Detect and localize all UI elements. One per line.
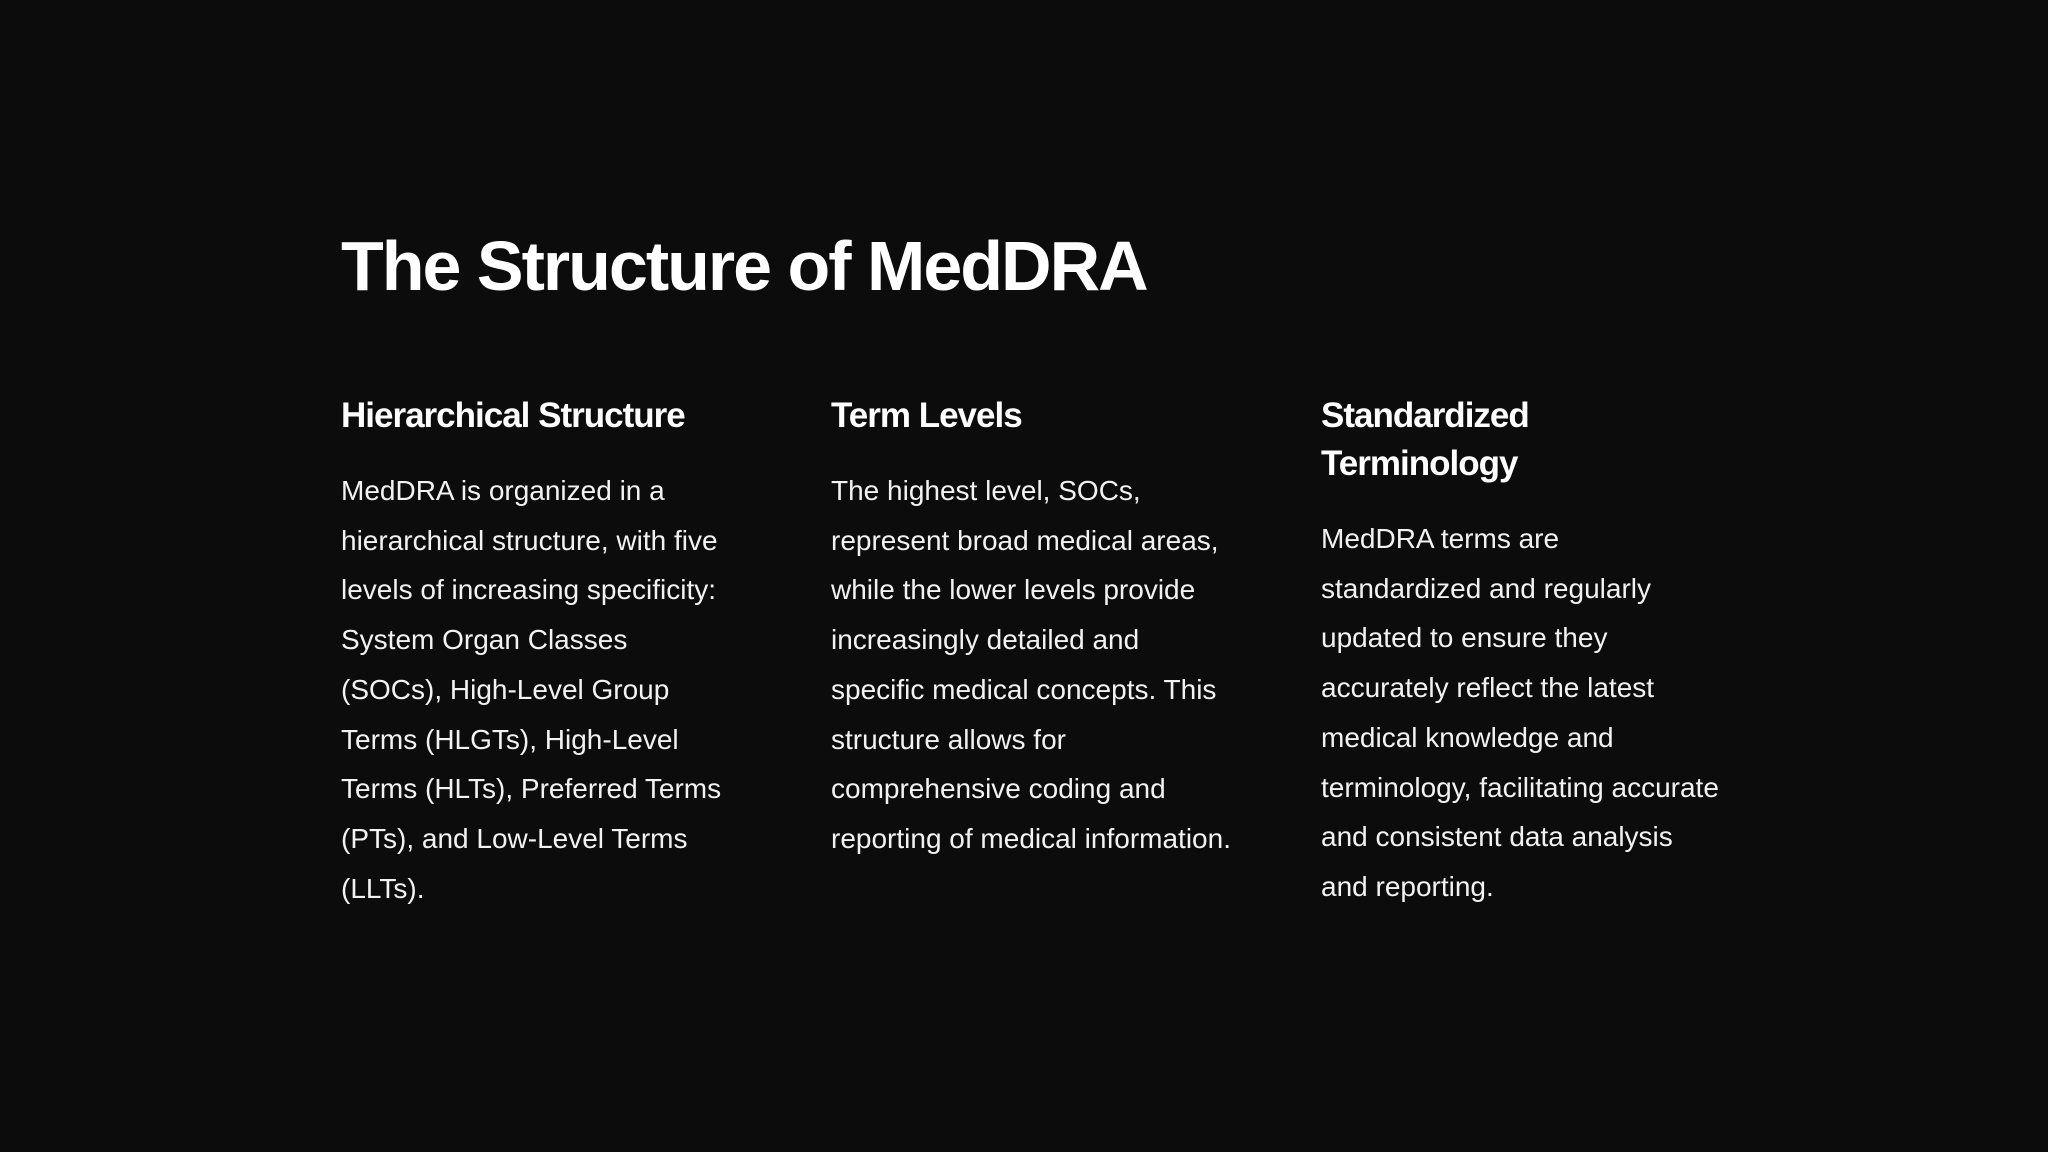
column-body: The highest level, SOCs, represent broad medical areas, while the lower levels provide increasingly detailed and specific medical concepts. This structure allows for comprehensive coding and reporting of medical information. (831, 475, 1231, 854)
column-heading: Term Levels (831, 396, 1022, 435)
column-term-levels (831, 392, 1231, 864)
column-hierarchical-structure (341, 392, 741, 913)
slide-title: The Structure of MedDRA (341, 227, 1147, 305)
column-body: MedDRA is organized in a hierarchical structure, with five levels of increasing specificity: System Organ Classes (SOCs), High-Level Group Terms (HLGTs), High-Level Terms (HLTs), Preferred Terms (PTs), and Low-Level Terms (LLTs). (341, 475, 722, 904)
column-heading: Hierarchical Structure (341, 396, 685, 435)
column-heading: Standardized Terminology (1321, 396, 1529, 483)
column-standardized-terminology (1321, 392, 1721, 912)
column-body: MedDRA terms are standardized and regularly updated to ensure they accurately reflect the latest medical knowledge and terminology, facilitating accurate and consistent data analysis and reporting. (1321, 523, 1719, 902)
